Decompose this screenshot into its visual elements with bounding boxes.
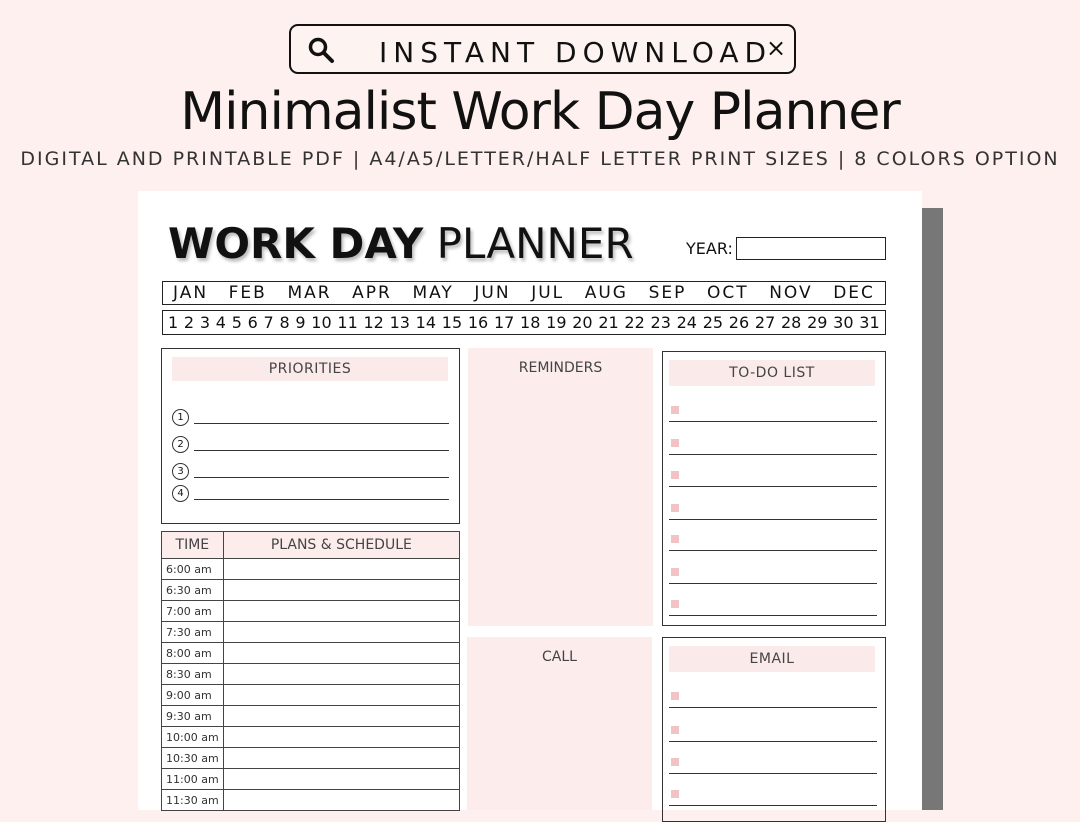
- todo-item[interactable]: [669, 404, 877, 424]
- priority-line: [194, 423, 449, 424]
- checkbox[interactable]: [671, 568, 679, 576]
- priority-number: 1: [172, 409, 189, 426]
- month-jul[interactable]: JUL: [531, 283, 565, 303]
- priority-number: 4: [172, 485, 189, 502]
- schedule-row: [162, 706, 460, 727]
- todo-line: [669, 454, 877, 455]
- day-20[interactable]: 20: [572, 313, 593, 332]
- priority-line: [194, 499, 449, 500]
- schedule-row: [162, 685, 460, 706]
- reminders-panel[interactable]: [468, 348, 653, 626]
- schedule-row: [162, 580, 460, 601]
- priority-line: [194, 477, 449, 478]
- schedule-header-row: [162, 532, 460, 559]
- day-18[interactable]: 18: [520, 313, 541, 332]
- todo-line: [669, 583, 877, 584]
- sheet-shadow: [922, 208, 943, 810]
- day-10[interactable]: 10: [311, 313, 332, 332]
- todo-item[interactable]: [669, 533, 877, 553]
- email-line: [669, 773, 877, 774]
- day-16[interactable]: 16: [467, 313, 489, 332]
- time-slot: 6:30 am: [162, 580, 224, 601]
- priority-row[interactable]: [172, 485, 450, 505]
- month-apr[interactable]: APR: [352, 283, 392, 303]
- plan-cell[interactable]: [223, 790, 459, 811]
- schedule-row: [162, 727, 460, 748]
- time-slot: 11:00 am: [162, 769, 224, 790]
- day-1[interactable]: 1: [168, 313, 179, 332]
- schedule-row: [162, 643, 460, 664]
- priority-row[interactable]: [172, 436, 450, 456]
- priority-row[interactable]: [172, 409, 450, 429]
- product-subtitle: DIGITAL AND PRINTABLE PDF | A4/A5/LETTER/HALF LETTER PRINT SIZES | 8 COLORS OPTION: [20, 148, 1060, 170]
- month-feb[interactable]: FEB: [228, 283, 267, 303]
- day-13[interactable]: 13: [389, 313, 410, 332]
- time-slot: 7:30 am: [162, 622, 224, 643]
- checkbox[interactable]: [671, 790, 679, 798]
- planner-title-bold: WORK DAY: [168, 219, 424, 268]
- email-item[interactable]: [669, 788, 877, 808]
- checkbox[interactable]: [671, 758, 679, 766]
- email-line: [669, 805, 877, 806]
- search-bar[interactable]: [289, 24, 796, 74]
- plan-cell[interactable]: [223, 580, 459, 601]
- day-3[interactable]: 3: [199, 313, 211, 332]
- search-text: INSTANT DOWNLOAD: [379, 36, 773, 69]
- reminders-label: REMINDERS: [518, 360, 603, 376]
- checkbox[interactable]: [671, 504, 679, 512]
- month-strip: [162, 281, 886, 305]
- plans-header: PLANS & SCHEDULE: [223, 532, 459, 559]
- planner-title-light: PLANNER: [436, 219, 634, 268]
- plan-cell[interactable]: [223, 748, 459, 769]
- time-slot: 10:00 am: [162, 727, 224, 748]
- schedule-table: [161, 531, 460, 811]
- plan-cell[interactable]: [223, 559, 459, 580]
- day-27[interactable]: 27: [754, 313, 776, 332]
- year-field[interactable]: [736, 237, 886, 260]
- day-2[interactable]: 2: [183, 313, 195, 332]
- time-slot: 8:00 am: [162, 643, 224, 664]
- schedule-row: [162, 748, 460, 769]
- priorities-header: PRIORITIES: [172, 357, 448, 381]
- day-6[interactable]: 6: [247, 313, 258, 332]
- email-header: EMAIL: [669, 646, 875, 672]
- day-19[interactable]: 19: [546, 313, 567, 332]
- day-25[interactable]: 25: [702, 313, 724, 332]
- email-item[interactable]: [669, 756, 877, 776]
- todo-line: [669, 519, 877, 520]
- todo-line: [669, 550, 877, 551]
- time-header: TIME: [162, 532, 224, 559]
- time-slot: 11:30 am: [162, 790, 224, 811]
- month-nov[interactable]: NOV: [769, 283, 813, 303]
- close-icon[interactable]: ×: [766, 34, 787, 62]
- todo-box: [662, 351, 886, 626]
- day-31[interactable]: 31: [859, 313, 880, 332]
- time-slot: 8:30 am: [162, 664, 224, 685]
- day-23[interactable]: 23: [650, 313, 671, 332]
- month-jan[interactable]: JAN: [173, 283, 209, 303]
- todo-line: [669, 615, 877, 616]
- email-box: [662, 637, 886, 822]
- planner-title: [168, 219, 634, 268]
- time-slot: 9:00 am: [162, 685, 224, 706]
- todo-item[interactable]: [669, 598, 877, 618]
- search-icon: [307, 36, 335, 64]
- plan-cell[interactable]: [223, 622, 459, 643]
- day-30[interactable]: 30: [833, 313, 854, 332]
- day-26[interactable]: 26: [728, 313, 750, 332]
- plan-cell[interactable]: [223, 706, 459, 727]
- day-4[interactable]: 4: [215, 313, 226, 332]
- call-panel[interactable]: [467, 637, 652, 810]
- email-line: [669, 741, 877, 742]
- time-slot: 7:00 am: [162, 601, 224, 622]
- todo-header: TO-DO LIST: [669, 360, 875, 386]
- day-28[interactable]: 28: [780, 313, 802, 332]
- month-dec[interactable]: DEC: [833, 283, 875, 303]
- month-aug[interactable]: AUG: [584, 283, 628, 303]
- plan-cell[interactable]: [223, 601, 459, 622]
- month-jun[interactable]: JUN: [474, 283, 511, 303]
- day-22[interactable]: 22: [624, 313, 645, 332]
- day-strip: [162, 310, 886, 335]
- day-11[interactable]: 11: [337, 313, 358, 332]
- schedule-row: [162, 769, 460, 790]
- day-24[interactable]: 24: [676, 313, 697, 332]
- checkbox[interactable]: [671, 439, 679, 447]
- day-7[interactable]: 7: [263, 313, 274, 332]
- priority-line: [194, 450, 449, 451]
- checkbox[interactable]: [671, 471, 679, 479]
- time-slot: 6:00 am: [162, 559, 224, 580]
- time-slot: 10:30 am: [162, 748, 224, 769]
- checkbox[interactable]: [671, 406, 679, 414]
- schedule-row: [162, 664, 460, 685]
- month-sep[interactable]: SEP: [648, 283, 687, 303]
- day-17[interactable]: 17: [493, 313, 515, 332]
- todo-item[interactable]: [669, 502, 877, 522]
- checkbox[interactable]: [671, 600, 679, 608]
- todo-item[interactable]: [669, 469, 877, 489]
- todo-line: [669, 421, 877, 422]
- priorities-box: [161, 348, 460, 524]
- day-9[interactable]: 9: [295, 313, 306, 332]
- product-title: Minimalist Work Day Planner: [180, 82, 900, 142]
- day-15[interactable]: 15: [441, 313, 463, 332]
- priority-number: 2: [172, 436, 189, 453]
- schedule-row: [162, 790, 460, 811]
- day-8[interactable]: 8: [279, 313, 290, 332]
- plan-cell[interactable]: [223, 727, 459, 748]
- schedule-row: [162, 559, 460, 580]
- year-label: YEAR:: [686, 239, 733, 258]
- call-label: CALL: [542, 649, 577, 665]
- plan-cell[interactable]: [223, 769, 459, 790]
- day-12[interactable]: 12: [363, 313, 384, 332]
- todo-line: [669, 486, 877, 487]
- plan-cell[interactable]: [223, 643, 459, 664]
- planner-sheet: [138, 191, 922, 810]
- schedule-row: [162, 601, 460, 622]
- todo-item[interactable]: [669, 566, 877, 586]
- schedule-row: [162, 622, 460, 643]
- todo-item[interactable]: [669, 437, 877, 457]
- priority-row[interactable]: [172, 463, 450, 483]
- day-14[interactable]: 14: [415, 313, 437, 332]
- month-mar[interactable]: MAR: [287, 283, 332, 303]
- plan-cell[interactable]: [223, 664, 459, 685]
- checkbox[interactable]: [671, 535, 679, 543]
- email-line: [669, 707, 877, 708]
- day-29[interactable]: 29: [807, 313, 828, 332]
- checkbox[interactable]: [671, 692, 679, 700]
- email-item[interactable]: [669, 690, 877, 710]
- month-may[interactable]: MAY: [412, 283, 454, 303]
- month-oct[interactable]: OCT: [706, 283, 749, 303]
- plan-cell[interactable]: [223, 685, 459, 706]
- checkbox[interactable]: [671, 726, 679, 734]
- time-slot: 9:30 am: [162, 706, 224, 727]
- day-5[interactable]: 5: [231, 313, 242, 332]
- day-21[interactable]: 21: [598, 313, 619, 332]
- priority-number: 3: [172, 463, 189, 480]
- email-item[interactable]: [669, 724, 877, 744]
